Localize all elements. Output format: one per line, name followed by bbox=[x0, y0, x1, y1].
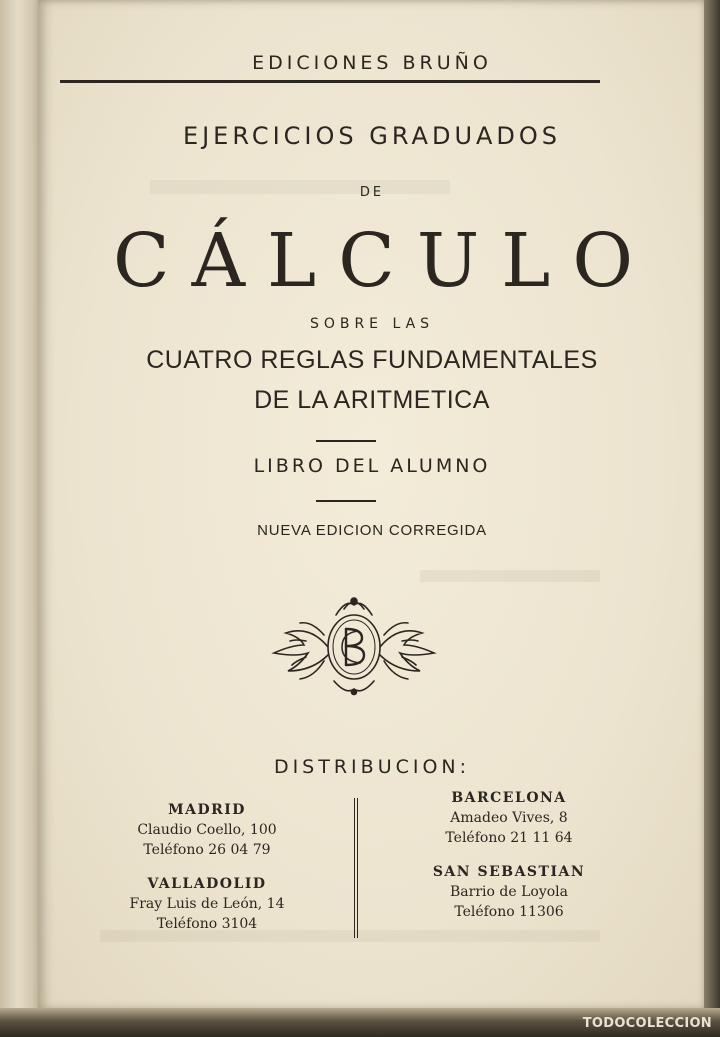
office-address: Claudio Coello, 100 bbox=[137, 822, 277, 838]
office-address: Amadeo Vives, 8 bbox=[450, 810, 568, 826]
office-city: BARCELONA bbox=[451, 790, 567, 806]
office-phone: Teléfono 21 11 64 bbox=[445, 830, 573, 846]
book-spine bbox=[0, 0, 40, 1037]
office-city: VALLADOLID bbox=[147, 876, 267, 892]
site-watermark: TODOCOLECCION bbox=[582, 1016, 712, 1031]
main-title: CÁLCULO bbox=[113, 218, 655, 304]
publisher-name: EDICIONES BRUÑO bbox=[252, 52, 492, 74]
monogram-emblem-icon bbox=[266, 595, 442, 699]
office-phone: Teléfono 3104 bbox=[156, 916, 258, 932]
title-line-sobre: SOBRE LAS bbox=[309, 316, 435, 332]
divider-rule bbox=[316, 440, 376, 442]
office-city: SAN SEBASTIAN bbox=[432, 864, 586, 880]
office-san-sebastian bbox=[384, 862, 634, 922]
title-line-de: DE bbox=[359, 185, 385, 200]
office-barcelona bbox=[384, 788, 634, 848]
title-line-cuatro-reglas: CUATRO REGLAS FUNDAMENTALES bbox=[146, 346, 598, 374]
distribution-heading: DISTRIBUCION: bbox=[273, 756, 471, 778]
office-phone: Teléfono 26 04 79 bbox=[143, 842, 271, 858]
header-rule bbox=[60, 80, 600, 83]
show-through-mark bbox=[420, 570, 600, 582]
office-phone: Teléfono 11306 bbox=[454, 904, 564, 920]
title-line-aritmetica: DE LA ARITMETICA bbox=[254, 386, 490, 414]
title-line-ejercicios: EJERCICIOS GRADUADOS bbox=[182, 122, 562, 150]
book-edge-right bbox=[704, 0, 720, 1037]
edition-note: NUEVA EDICION CORREGIDA bbox=[257, 522, 487, 539]
office-madrid bbox=[82, 800, 332, 860]
office-valladolid bbox=[82, 874, 332, 934]
book-subtitle: LIBRO DEL ALUMNO bbox=[253, 455, 491, 477]
divider-rule bbox=[316, 500, 376, 502]
office-address: Fray Luis de León, 14 bbox=[129, 896, 285, 912]
office-address: Barrio de Loyola bbox=[450, 884, 568, 900]
column-divider bbox=[354, 798, 358, 938]
office-city: MADRID bbox=[168, 802, 246, 818]
